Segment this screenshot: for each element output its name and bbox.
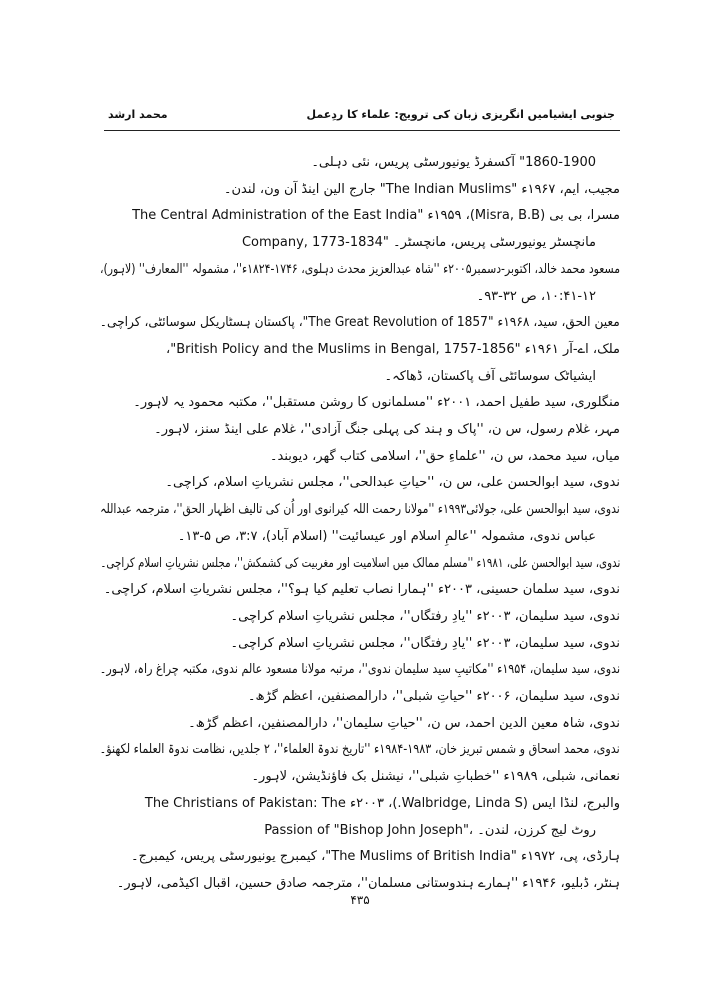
bibliography-entry: ندوی، سید سلیمان، ۲۰۰۶ء ''حیاتِ شبلی''، دارالمصنفین، اعظم گڑھ۔ xyxy=(247,689,620,704)
bibliography-entry: نعمانی، شبلی، ۱۹۸۹ء ''خطباتِ شبلی''، نیشنل بک فاؤنڈیشن، لاہور۔ xyxy=(251,769,620,785)
bibliography-entry: 1860-1900" آکسفرڈ یونیورسٹی پریس، نئی دہلی۔ xyxy=(311,155,596,170)
bibliography-entry: منگلوری، سید طفیل احمد، ۲۰۰۱ء ''مسلمانوں کا روشن مستقبل''، مکتبہ محمود یہ لاہور۔ xyxy=(133,395,620,411)
bibliography-entry: مسعود محمد خالد، اکتوبر-دسمبر۲۰۰۵ء ''شاہ عبدالعزیز محدث دہلوی، ۱۷۴۶-۱۸۲۴ء''، مشمولہ ''المعارف'' (لاہور)، xyxy=(99,261,620,277)
bibliography-entry: ندوی، سید سلیمان، ۲۰۰۳ء ''یادِ رفتگاں''، مجلس نشریاتِ اسلام کراچی۔ xyxy=(230,608,620,624)
bibliography-entry: ملک، اے-آر ۱۹۶۱ء "British Policy and the Muslims in Bengal, 1757-1856"، xyxy=(166,341,620,357)
header-rule xyxy=(104,130,620,131)
bibliography-entry: ندوی، سید سلیمان، ۱۹۵۴ء ''مکاتیبِ سید سلیمان ندوی''، مرتبہ مولانا مسعود عالم ندوی، مکتبہ چراغ راہ، لاہور۔ xyxy=(99,662,620,678)
bibliography-entry: ندوی، سید سلمان حسینی، ۲۰۰۳ء ''ہمارا نصاب تعلیم کیا ہو؟''، مجلس نشریاتِ اسلام، کراچی۔ xyxy=(103,582,620,598)
bibliography-entry: ایشیاٹک سوسائٹی آف پاکستان، ڈھاکہ۔ xyxy=(384,368,596,384)
bibliography-entry: ندوی، شاہ معین الدین احمد، س ن، ''حیاتِ سلیمان''، دارالمصنفین، اعظم گڑھ۔ xyxy=(188,715,620,731)
bibliography-entry: معین الحق، سید، ۱۹۶۸ء "The Great Revolution of 1857"، پاکستان ہسٹاریکل سوسائٹی، کراچی۔ xyxy=(99,315,620,331)
running-header-author: محمد ارشد xyxy=(108,108,168,121)
bibliography-entry: Passion of "Bishop John Joseph"، روٹ لیج کرزن، لندن۔ xyxy=(264,822,596,838)
bibliography-entry: ندوی، محمد اسحاق و شمس تبریز خان، ۱۹۸۳-۱۹۸۴ء ''تاریخ ندوۃ العلماء''، ۲ جلدیں، نظامت ندوۃ العلماء لکھنؤ۔ xyxy=(99,742,620,758)
bibliography-entry: مسرا، بی بی (Misra, B.B)، ۱۹۵۹ء "The Central Administration of the East India xyxy=(132,208,620,224)
page-number: ۴۳۵ xyxy=(350,893,370,907)
bibliography-entry: ۱۰:۴۱-۱۲، ص ۳۲-۹۳۔ xyxy=(476,288,596,304)
bibliography-entry: عباس ندوی، مشمولہ ''عالمِ اسلام اور عیسائیت'' (اسلام آباد)، ۳:۷، ص ۵-۱۳۔ xyxy=(177,528,596,544)
bibliography-entry: ندوی، سید سلیمان، ۲۰۰۳ء ''یادِ رفتگاں''، مجلس نشریاتِ اسلام کراچی۔ xyxy=(230,635,620,651)
bibliography-entry: والبرج، لنڈا ایس (Walbridge, Linda S.)، ۲۰۰۳ء The Christians of Pakistan: The xyxy=(144,795,620,811)
bibliography-entry: میاں، سید محمد، س ن، ''علماءِ حق''، اسلامی کتاب گھر، دیوبند۔ xyxy=(269,448,620,464)
bibliography-entry: مہر، غلام رسول، س ن، ''پاک و ہند کی پہلی جنگ آزادی''، غلام علی اینڈ سنز، لاہور۔ xyxy=(154,422,620,437)
bibliography-entry: ہارڈی، پی، ۱۹۷۲ء "The Muslims of British India"، کیمبرج یونیورسٹی پریس، کیمبرج۔ xyxy=(131,849,620,865)
bibliography-entry: مجیب، ایم، ۱۹۶۷ء "The Indian Muslims" جارج الین اینڈ آن ون، لندن۔ xyxy=(223,181,620,197)
bibliography-entry: ندوی، سید ابوالحسن علی، س ن، ''حیاتِ عبدالحی''، مجلس نشریاتِ اسلام، کراچی۔ xyxy=(165,475,620,491)
bibliography-entry: Company, 1773-1834" مانچسٹر یونیورسٹی پریس، مانچسٹر۔ xyxy=(241,235,596,251)
bibliography-entry: ہنٹر، ڈبلیو، ۱۹۴۶ء ''ہمارے ہندوستانی مسلمان''، مترجمہ صادق حسین، اقبال اکیڈمی، لاہور۔ xyxy=(116,875,620,891)
bibliography-entry: ندوی، سید ابوالحسن علی، جولائی۱۹۹۳ء ''مولانا رحمت اللہ کیرانوی اور اُن کی تالیف اظہار الحق''، مترجمہ عبداللہ xyxy=(100,502,620,518)
running-header-title: جنوبی ایشیامیں انگریزی زبان کی ترویج: علماء کا ردِعمل xyxy=(306,108,615,121)
bibliography-entry: ندوی، سید ابوالحسن علی، ۱۹۸۱ء ''مسلم ممالک میں اسلامیت اور مغربیت کی کشمکش''، مجلس نشریاتِ اسلام کراچی۔ xyxy=(100,555,620,571)
